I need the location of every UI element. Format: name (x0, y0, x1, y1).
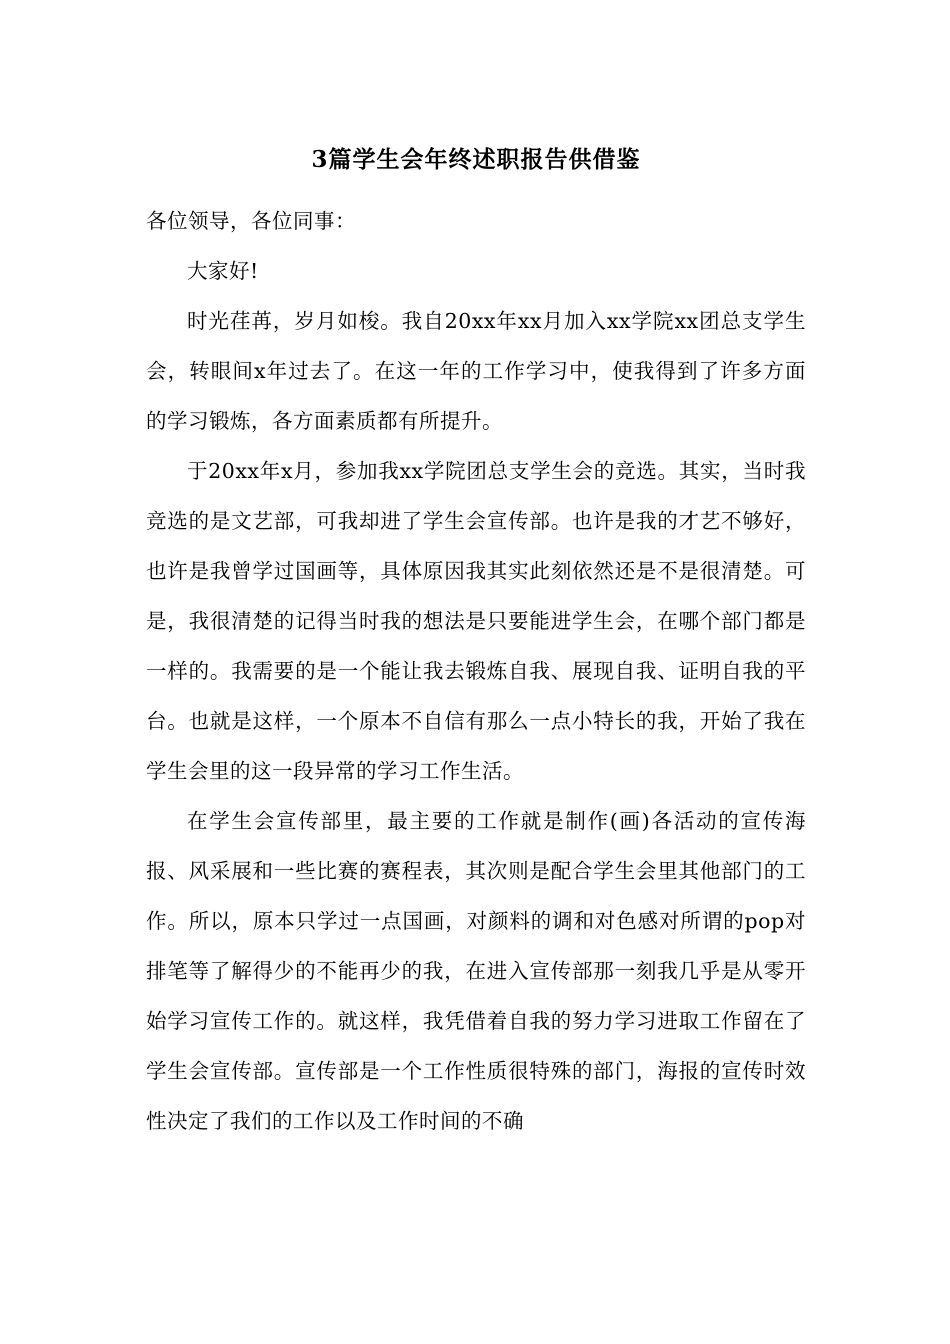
body-paragraph-3: 在学生会宣传部里，最主要的工作就是制作(画)各活动的宣传海报、风采展和一些比赛的赛程表，其次则是配合学生会里其他部门的工作。所以，原本只学过一点国画，对颜料的调和对色感对所谓的pop对排笔等了解得少的不能再少的我，在进入宣传部那一刻我几乎是从零开始学习宣传工作的。就这样，我凭借着自我的努力学习进取工作留在了学生会宣传部。宣传部是一个工作性质很特殊的部门，海报的宣传时效性决定了我们的工作以及工作时间的不确 (146, 809, 806, 1133)
salutation-paragraph: 各位领导，各位同事： (146, 209, 356, 233)
body-paragraph-1: 时光荏苒，岁月如梭。我自20xx年xx月加入xx学院xx团总支学生会，转眼间x年过去了。在这一年的工作学习中，使我得到了许多方面的学习锻炼，各方面素质都有所提升。 (146, 309, 806, 433)
document-body (146, 140, 806, 1146)
body-paragraph-2: 于20xx年x月，参加我xx学院团总支学生会的竞选。其实，当时我竞选的是文艺部，可我却进了学生会宣传部。也许是我的才艺不够好，也许是我曾学过国画等，具体原因我其实此刻依然还是不是很清楚。可是，我很清楚的记得当时我的想法是只要能进学生会，在哪个部门都是一样的。我需要的是一个能让我去锻炼自我、展现自我、证明自我的平台。也就是这样，一个原本不自信有那么一点小特长的我，开始了我在学生会里的这一段异常的学习工作生活。 (146, 459, 806, 783)
document-title: 3篇学生会年终述职报告供借鉴 (311, 146, 641, 173)
greeting-paragraph: 大家好! (187, 259, 259, 283)
